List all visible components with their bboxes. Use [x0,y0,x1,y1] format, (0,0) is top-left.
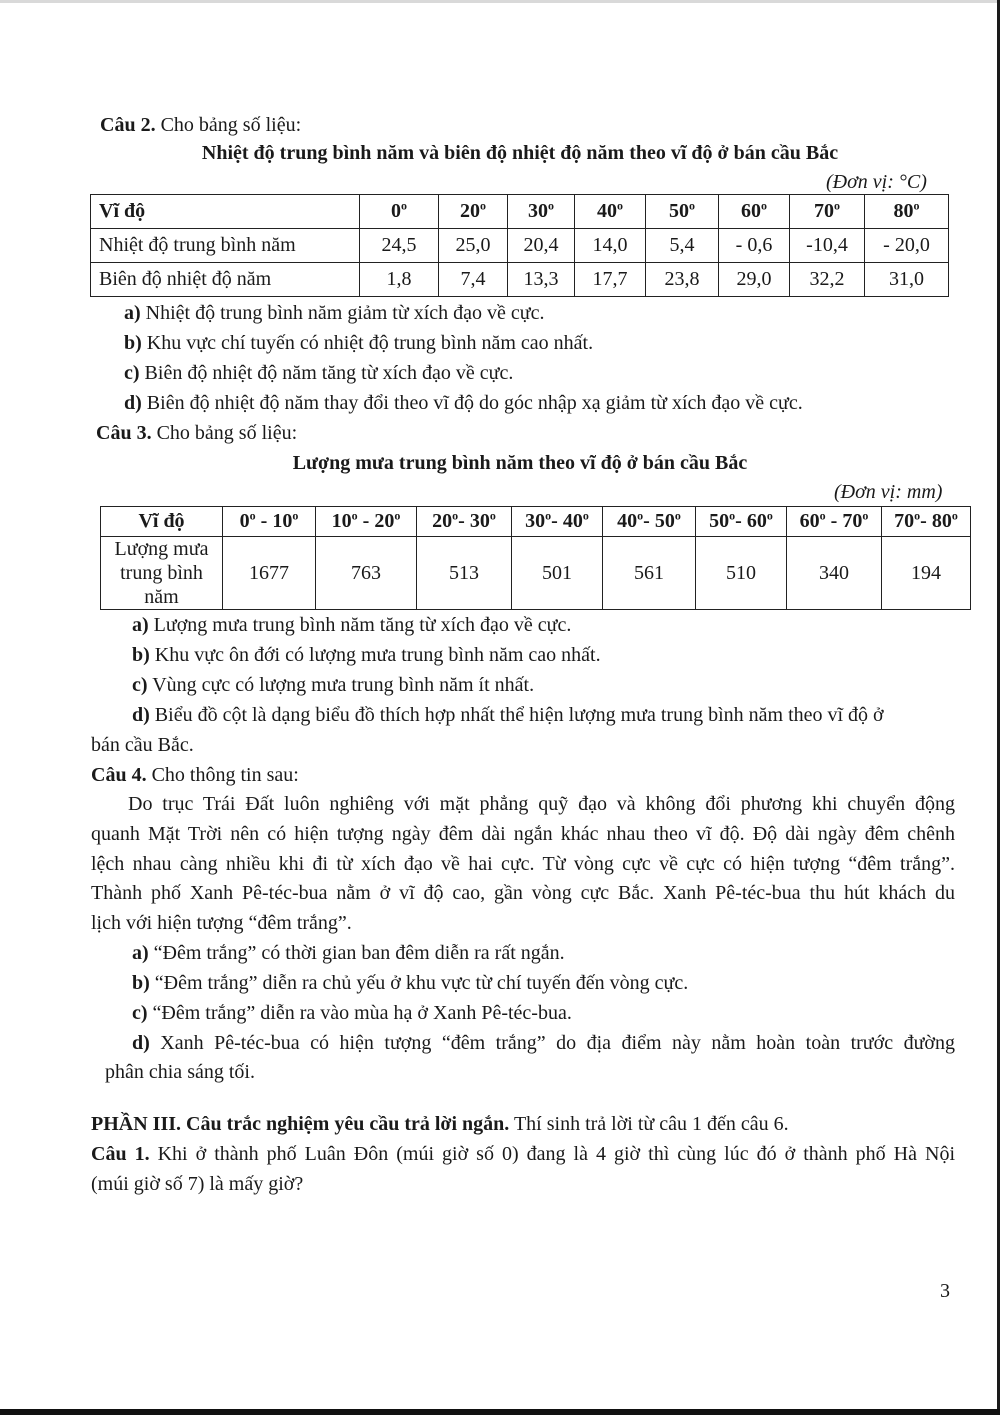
q2-col-header: 70$^o$ [790,195,865,229]
table-cell: 23,8 [646,263,719,297]
q2-col-header: 20$^o$ [439,195,508,229]
table-cell: 501 [512,537,603,610]
q3-label: Câu 3. [96,422,152,444]
q2-col-header: 0$^o$ [360,195,439,229]
table-cell: 561 [603,537,696,610]
q3-col-header: 70$^o$- 80$^o$ [882,507,971,537]
table-row [101,537,971,610]
q4-option-a: a) “Đêm trắng” có thời gian ban đêm diễn ra rất ngắn. [132,942,565,964]
q4-label: Câu 4. [91,764,147,786]
q2-option-d: d) Biên độ nhiệt độ năm thay đổi theo vĩ độ do góc nhập xạ giảm từ xích đạo về cực. [124,392,803,414]
q2-label: Câu 2. [100,114,156,136]
q3-unit: (Đơn vị: mm) [834,481,943,503]
q4-intro: Cho thông tin sau: [151,764,299,786]
part3-heading [91,1112,789,1136]
table-cell: 20,4 [508,229,575,263]
table-row [91,263,949,297]
q4-passage-line: Do trục Trái Đất luôn nghiêng với mặt phẳng quỹ đạo và không đổi phương khi chuyển động [128,793,955,815]
q3-table-header [101,507,971,537]
q2-heading [100,113,301,137]
table-cell: 510 [696,537,787,610]
scan-edge-bottom [0,1409,1000,1415]
table-cell: 24,5 [360,229,439,263]
q3-col-header: 60$^o$ - 70$^o$ [787,507,882,537]
q2-option-a: a) Nhiệt độ trung bình năm giảm từ xích đạo về cực. [124,302,545,324]
part3-q1 [91,1142,955,1166]
q4-option-b: b) “Đêm trắng” diễn ra chủ yếu ở khu vực từ chí tuyến đến vòng cực. [132,972,689,994]
table-cell: - 0,6 [719,229,790,263]
table-cell: -10,4 [790,229,865,263]
table-cell: 17,7 [575,263,646,297]
q3-col-header: 20$^o$- 30$^o$ [417,507,512,537]
table-cell: 5,4 [646,229,719,263]
scan-edge-top [0,0,1000,3]
row-label: Lượng mưa trung bình năm [101,537,223,610]
table-cell: 25,0 [439,229,508,263]
q3-table [100,506,971,610]
q3-option-d: d) Biểu đồ cột là dạng biểu đồ thích hợp nhất thể hiện lượng mưa trung bình năm theo vĩ độ ở [132,704,884,726]
q3-option-c: c) Vùng cực có lượng mưa trung bình năm ít nhất. [132,674,535,696]
q2-table-header [91,195,949,229]
q3-col-header: 30$^o$- 40$^o$ [512,507,603,537]
q4-heading [91,763,299,787]
table-cell: 513 [417,537,512,610]
q3-col-header: 50$^o$- 60$^o$ [696,507,787,537]
table-row [91,229,949,263]
q2-option-c: c) Biên độ nhiệt độ năm tăng từ xích đạo về cực. [124,362,514,384]
table-cell: 29,0 [719,263,790,297]
q2-col-header: 50$^o$ [646,195,719,229]
table-cell: 14,0 [575,229,646,263]
q3-intro: Cho bảng số liệu: [156,422,298,444]
part3-q1-text: Khi ở thành phố Luân Đôn (múi giờ số 0) đang là 4 giờ thì cùng lúc đó ở thành phố Hà Nội [157,1143,956,1165]
q3-col-header: 0$^o$ - 10$^o$ [223,507,316,537]
q4-passage-line: lịch với hiện tượng “đêm trắng”. [91,912,352,934]
q2-col-header: 60$^o$ [719,195,790,229]
table-cell: 763 [316,537,417,610]
part3-q1-label: Câu 1. [91,1143,150,1165]
q2-unit: (Đơn vị: °C) [826,171,927,193]
q4-option-d-cont: phân chia sáng tối. [105,1061,255,1083]
q3-option-a: a) Lượng mưa trung bình năm tăng từ xích đạo về cực. [132,614,572,636]
q2-header-label: Vĩ độ [91,195,360,229]
table-cell: 13,3 [508,263,575,297]
part3-title: PHẦN III. Câu trắc nghiệm yêu cầu trả lời ngắn. [91,1113,510,1135]
table-cell: 194 [882,537,971,610]
table-cell: 1,8 [360,263,439,297]
q3-col-header: 10$^o$ - 20$^o$ [316,507,417,537]
q4-passage-line: Thành phố Xanh Pê-téc-bua nằm ở vĩ độ cao, gần vòng cực Bắc. Xanh Pê-téc-bua thu hút khách du [91,882,955,904]
q2-table [90,194,949,297]
q3-col-header: 40$^o$- 50$^o$ [603,507,696,537]
q4-passage-line: lệch nhau càng nhiều khi đi từ xích đạo về hai cực. Từ vòng cực về cực có hiện tượng “đêm trắng”. [91,853,955,875]
q2-option-b: b) Khu vực chí tuyến có nhiệt độ trung bình năm cao nhất. [124,332,594,354]
part3-instruction: Thí sinh trả lời từ câu 1 đến câu 6. [513,1113,789,1135]
table-cell: 1677 [223,537,316,610]
table-cell: 7,4 [439,263,508,297]
table-cell: 32,2 [790,263,865,297]
q2-intro: Cho bảng số liệu: [160,114,302,136]
row-label: Nhiệt độ trung bình năm [91,229,360,263]
q2-col-header: 40$^o$ [575,195,646,229]
q2-table-title: Nhiệt độ trung bình năm và biên độ nhiệt độ năm theo vĩ độ ở bán cầu Bắc [201,142,839,164]
q3-table-title: Lượng mưa trung bình năm theo vĩ độ ở bán cầu Bắc [292,452,748,474]
q3-heading [96,421,297,445]
q2-col-header: 80$^o$ [865,195,949,229]
table-cell: 340 [787,537,882,610]
q4-option-d: d) Xanh Pê-téc-bua có hiện tượng “đêm trắng” do địa điểm này nằm hoàn toàn trước đường [132,1032,955,1054]
page-number: 3 [940,1280,950,1302]
table-cell: - 20,0 [865,229,949,263]
q3-option-d-cont: bán cầu Bắc. [91,734,194,756]
q3-header-label: Vĩ độ [101,507,223,537]
q4-passage-line: quanh Mặt Trời nên có hiện tượng ngày đêm dài ngắn khác nhau theo vĩ độ. Độ dài ngày đêm chênh [91,823,955,845]
q3-option-b: b) Khu vực ôn đới có lượng mưa trung bình năm cao nhất. [132,644,601,666]
q4-option-c: c) “Đêm trắng” diễn ra vào mùa hạ ở Xanh Pê-téc-bua. [132,1002,572,1024]
q2-col-header: 30$^o$ [508,195,575,229]
table-cell: 31,0 [865,263,949,297]
part3-q1-cont: (múi giờ số 7) là mấy giờ? [91,1173,304,1195]
row-label: Biên độ nhiệt độ năm [91,263,360,297]
